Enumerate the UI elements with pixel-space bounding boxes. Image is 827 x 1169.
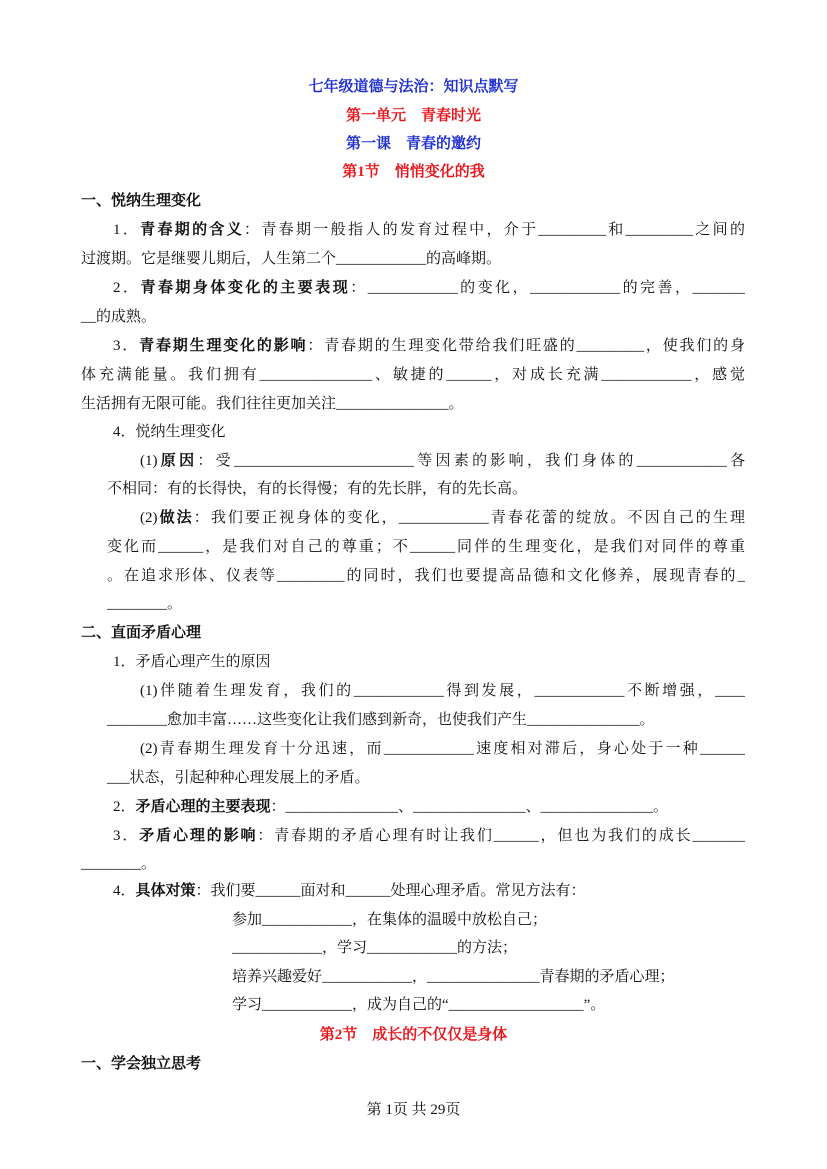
bold-term: 矛盾心理的影响 xyxy=(139,828,258,844)
text-line xyxy=(232,995,605,1015)
line-text: ________。 xyxy=(107,596,183,612)
line-text: ：____________的变化，____________的完善，_______ xyxy=(350,280,745,296)
text-line xyxy=(81,249,501,269)
line-number: 4． xyxy=(113,883,136,899)
line-number: 2． xyxy=(113,799,136,815)
bold-term: 青春期的含义 xyxy=(140,222,245,238)
section-heading: 第2节 成长的不仅仅是身体 xyxy=(319,1027,508,1043)
line-number: 1． xyxy=(113,654,136,670)
line-text: 生活拥有无限可能。我们往往更加关注_______________。 xyxy=(81,396,464,412)
text-line xyxy=(107,768,370,788)
line-number: 4． xyxy=(113,424,136,440)
text-line xyxy=(113,652,271,672)
line-text: ___状态，引起种种心理发展上的矛盾。 xyxy=(107,770,370,786)
text-line xyxy=(140,739,745,759)
text-line xyxy=(113,422,226,442)
section-subheading xyxy=(81,191,201,211)
line-text: 参加____________，在集体的温暖中放松自己； xyxy=(232,912,548,928)
text-line xyxy=(232,910,547,930)
bold-term: 青春期身体变化的主要表现 xyxy=(140,280,351,296)
text-line xyxy=(140,451,745,471)
page-number: 第 1页 共 29页 xyxy=(366,1102,461,1118)
line-text: 体充满能量。我们拥有_______________、敏捷的______，对成长充满____________，感觉 xyxy=(81,367,745,383)
line-text: 培养兴趣爱好____________，_______________青春期的矛盾心理； xyxy=(232,969,675,985)
text-line xyxy=(232,938,517,958)
section-subheading xyxy=(81,623,201,643)
line-text: ：青春期的生理变化带给我们旺盛的_________，使我们的身 xyxy=(307,338,745,354)
line-text: ：受________________________等因素的影响，我们身体的____________各 xyxy=(197,453,745,469)
line-text: 悦纳生理变化 xyxy=(135,424,226,440)
line-number: 2． xyxy=(113,280,141,296)
line-text: ：青春期的矛盾心理有时让我们______，但也为我们的成长_______ xyxy=(257,828,745,844)
line-number: (1) xyxy=(140,453,158,469)
text-line xyxy=(81,854,156,874)
bold-term: 青春期生理变化的影响 xyxy=(139,338,308,354)
line-number: 3． xyxy=(113,338,140,354)
line-text: 。在追求形体、仪表等_________的同时，我们也要提高品德和文化修养，展现青春的_ xyxy=(107,568,745,584)
text-line xyxy=(140,508,745,528)
text-line xyxy=(113,336,745,356)
section-heading: 第1节 悄悄变化的我 xyxy=(342,164,485,180)
line-text: ________。 xyxy=(81,856,157,872)
line-text: 变化而______，是我们对自己的尊重；不______同伴的生理变化，是我们对同伴的尊重 xyxy=(107,539,745,555)
document-title: 七年级道德与法治：知识点默写 xyxy=(308,79,519,95)
line-text: ：我们要______面对和______处理心理矛盾。常见方法有： xyxy=(195,883,586,899)
line-text: ：青春期一般指人的发育过程中，介于_________和_________之间的 xyxy=(244,222,745,238)
text-line xyxy=(107,566,745,586)
text-line xyxy=(107,710,655,730)
bold-term: 一、悦纳生理变化 xyxy=(81,193,202,209)
bold-term: 做法 xyxy=(157,510,194,526)
text-line xyxy=(81,365,745,385)
line-text: ________愈加丰富……这些变化让我们感到新奇，也使我们产生_______________。 xyxy=(107,712,655,728)
bold-term: 二、直面矛盾心理 xyxy=(81,625,202,641)
line-text: 学习____________，成为自己的“__________________”。 xyxy=(232,997,606,1013)
bold-term: 矛盾心理的主要表现 xyxy=(135,799,271,815)
line-number: 1． xyxy=(113,222,141,238)
line-text: ____________，学习____________的方法； xyxy=(232,940,518,956)
line-text: 过渡期。它是继婴儿期后，人生第二个____________的高峰期。 xyxy=(81,251,502,267)
bold-term: 一、学会独立思考 xyxy=(81,1056,202,1072)
text-line xyxy=(113,881,586,901)
lesson-heading: 第一课 青春的邀约 xyxy=(345,136,481,152)
text-line xyxy=(232,967,675,987)
section-subheading xyxy=(81,1054,201,1074)
line-text: 不相同：有的长得快，有的长得慢；有的先长胖，有的先长高。 xyxy=(107,481,528,497)
line-number: (2) xyxy=(140,510,158,526)
unit-heading: 第一单元 青春时光 xyxy=(345,108,481,124)
text-line xyxy=(107,537,745,557)
text-line xyxy=(81,307,156,327)
line-number: 3． xyxy=(113,828,140,844)
text-line xyxy=(113,826,745,846)
line-text: (1)伴随着生理发育，我们的____________得到发展，____________不断增强，____ xyxy=(140,683,745,699)
line-text: ：我们要正视身体的变化，____________青春花蕾的绽放。不因自己的生理 xyxy=(193,510,745,526)
line-text: 矛盾心理产生的原因 xyxy=(135,654,271,670)
line-text: (2)青春期生理发育十分迅速，而____________速度相对滞后，身心处于一种______ xyxy=(140,741,745,757)
text-line xyxy=(113,797,668,817)
text-line xyxy=(107,479,527,499)
line-text: ：_______________、_______________、_______________。 xyxy=(270,799,669,815)
line-text: __的成熟。 xyxy=(81,309,157,325)
text-line xyxy=(81,394,464,414)
text-line xyxy=(113,220,745,240)
text-line xyxy=(140,681,745,701)
bold-term: 原因 xyxy=(157,453,198,469)
text-line xyxy=(107,594,182,614)
bold-term: 具体对策 xyxy=(135,883,196,899)
text-line xyxy=(113,278,745,298)
